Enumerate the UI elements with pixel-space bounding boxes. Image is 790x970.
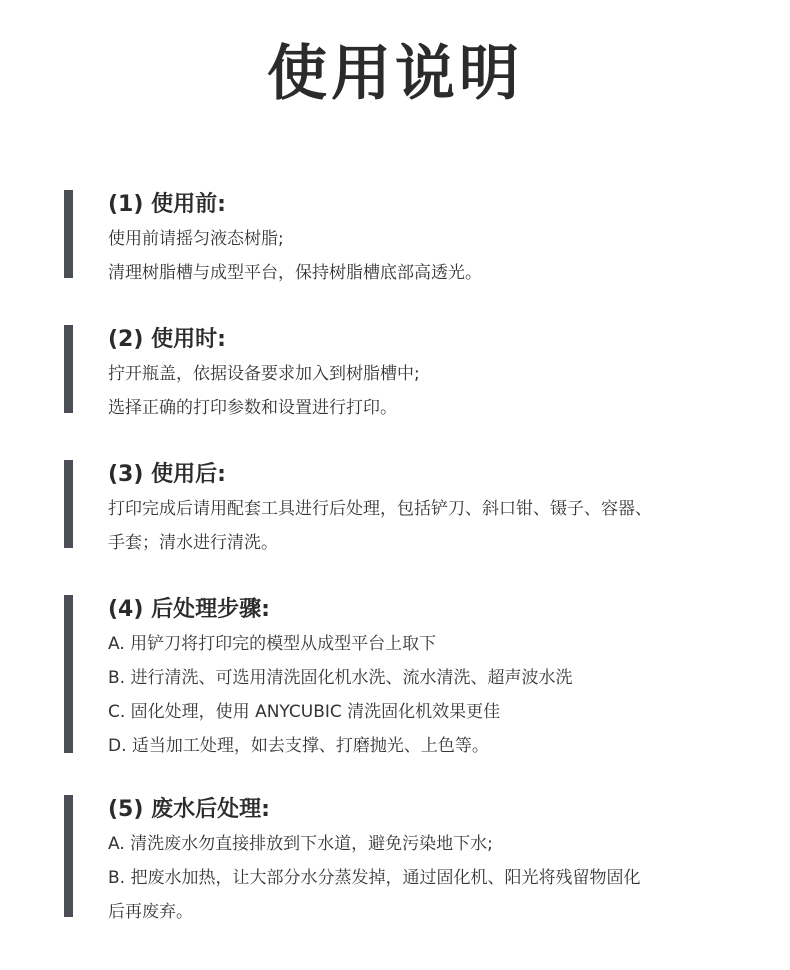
section-bar [64,190,73,278]
section-body [108,492,748,560]
section-heading: (4) 后处理步骤: [108,597,270,622]
section-bar [64,460,73,548]
page-title: 使用说明 [267,39,523,109]
section-line: D. 适当加工处理，如去支撑、打磨抛光、上色等。 [108,736,489,756]
section-body [108,827,748,929]
section-line: A. 用铲刀将打印完的模型从成型平台上取下 [108,634,437,654]
section-body [108,627,748,763]
section-line: C. 固化处理，使用 ANYCUBIC 清洗固化机效果更佳 [108,702,501,722]
section-bar [64,795,73,917]
section-body [108,222,748,290]
section-body [108,357,748,425]
section-line: 清理树脂槽与成型平台，保持树脂槽底部高透光。 [108,263,482,283]
section-heading: (2) 使用时: [108,327,226,352]
section-line: A. 清洗废水勿直接排放到下水道，避免污染地下水; [108,834,493,854]
section-line: B. 把废水加热，让大部分水分蒸发掉，通过固化机、阳光将残留物固化 [108,868,641,888]
section-bar [64,595,73,753]
section-line: 拧开瓶盖，依据设备要求加入到树脂槽中; [108,364,420,384]
section-line: 选择正确的打印参数和设置进行打印。 [108,398,397,418]
section-line: 使用前请摇匀液态树脂; [108,229,284,249]
section-line: B. 进行清洗、可选用清洗固化机水洗、流水清洗、超声波水洗 [108,668,573,688]
section-line: 打印完成后请用配套工具进行后处理，包括铲刀、斜口钳、镊子、容器、 [108,499,652,519]
section-heading: (3) 使用后: [108,462,226,487]
section-line: 手套；清水进行清洗。 [108,533,278,553]
section-bar [64,325,73,413]
section-heading: (1) 使用前: [108,192,226,217]
section-heading: (5) 废水后处理: [108,797,270,822]
section-line: 后再废弃。 [108,902,193,922]
